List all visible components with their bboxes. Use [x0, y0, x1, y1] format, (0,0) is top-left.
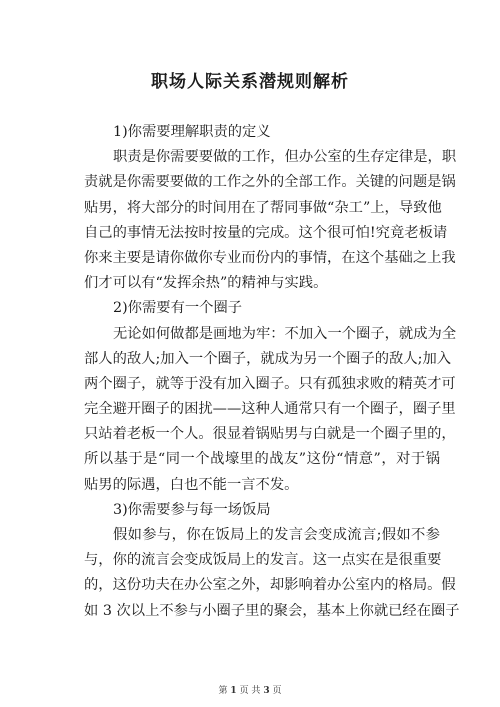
text-line: 1)你需要理解职责的定义 [113, 124, 271, 140]
text-line: 假如参与，你在饭局上的发言会变成流言;假如不参 [113, 527, 440, 543]
text-line: 贴男的际遇，白也不能一言不发。 [84, 476, 299, 493]
text-line: 职责是你需要要做的工作，但办公室的生存定律是，职 [113, 149, 457, 166]
document-title: 职场人际关系潜规则解析 [151, 72, 349, 92]
text-line: 责就是你需要要做的工作之外的全部工作。关键的问题是锅 [84, 174, 456, 191]
text-line: 2)你需要有一个圈子 [113, 300, 243, 317]
footer-current-page: 1 [230, 686, 237, 696]
page-footer [0, 685, 500, 697]
document-body [84, 120, 460, 624]
text-line: 如 3 次以上不参与小圈子里的聚会，基本上你就已经在圈子 [84, 602, 460, 619]
footer-middle: 页 共 [239, 686, 261, 696]
text-line: 们才可以有“发挥余热”的精神与实践。 [84, 275, 328, 292]
text-line: 自己的事情无法按时按量的完成。这个很可怕!究竟老板请 [84, 224, 448, 241]
text-line: 部人的敌人;加入一个圈子，就成为另一个圈子的敌人;加入 [84, 350, 452, 367]
footer-suffix: 页 [272, 686, 282, 696]
text-line: 你来主要是请你做你专业而份内的事情，在这个基础之上我 [84, 249, 456, 266]
footer-total-pages: 3 [263, 686, 270, 696]
text-line: 无论如何做都是画地为牢：不加入一个圈子，就成为全 [113, 325, 457, 342]
text-line: 贴男，将大部分的时间用在了帮同事做“杂工”上，导致他 [84, 199, 442, 216]
text-line: 的，这份功夫在办公室之外，却影响着办公室内的格局。假 [84, 577, 456, 594]
text-line: 完全避开圈子的困扰——这种人通常只有一个圈子，圈子里 [84, 401, 456, 418]
footer-prefix: 第 [218, 686, 228, 696]
text-line: 3)你需要参与每一场饭局 [113, 501, 271, 518]
text-line: 所以基于是“同一个战壕里的战友”这份“情意”，对于锅 [84, 451, 440, 468]
text-line: 两个圈子，就等于没有加入圈子。只有孤独求败的精英才可 [84, 375, 456, 392]
text-line: 只站着老板一个人。很显着锅贴男与白就是一个圈子里的， [84, 426, 456, 443]
text-line: 与，你的流言会变成饭局上的发言。这一点实在是很重要 [84, 552, 442, 569]
